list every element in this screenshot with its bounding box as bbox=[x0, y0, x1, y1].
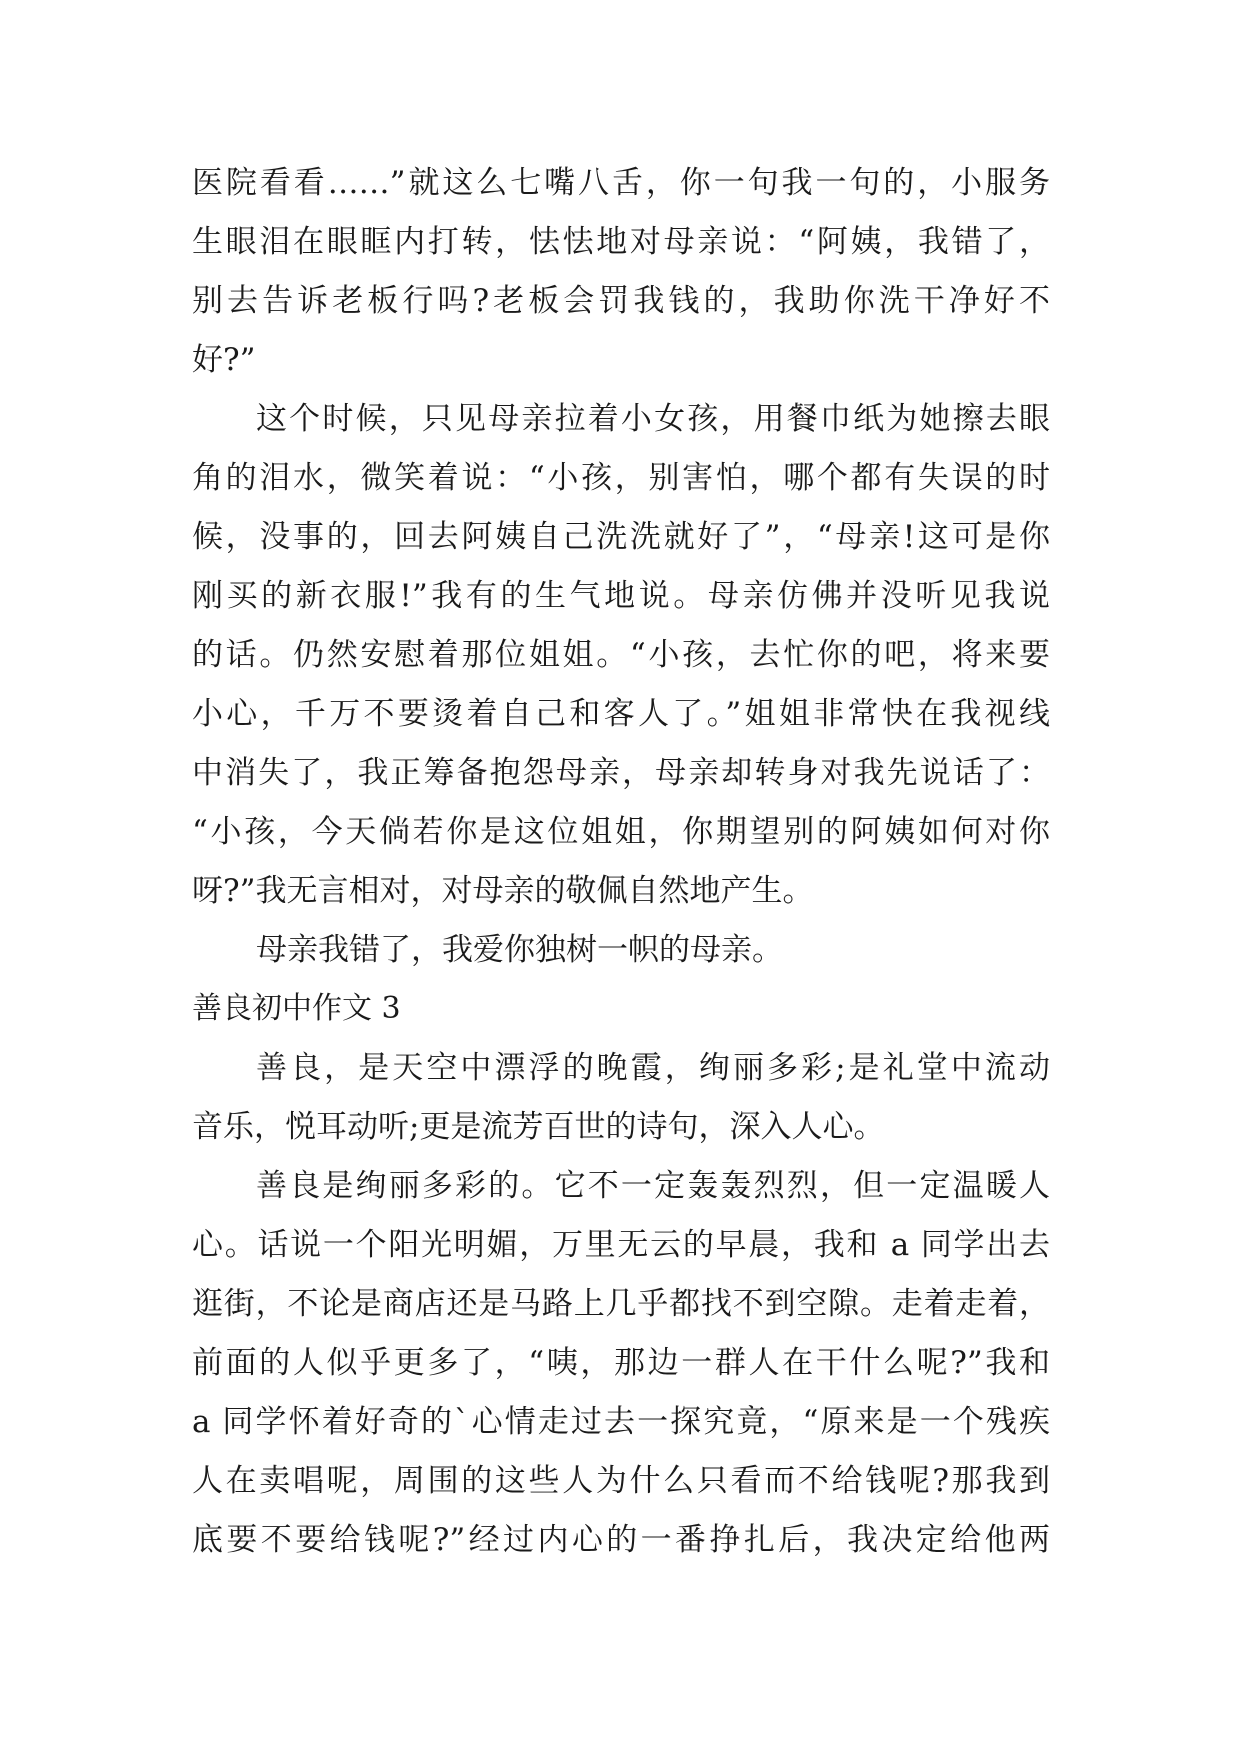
text-line: 别去告诉老板行吗?老板会罚我钱的，我助你洗干净好不 bbox=[192, 283, 1050, 319]
text-line: 医院看看……”就这么七嘴八舌，你一句我一句的，小服务 bbox=[192, 165, 1050, 201]
text-line: 底要不要给钱呢?”经过内心的一番挣扎后，我决定给他两 bbox=[192, 1522, 1050, 1558]
text-line: 好?” bbox=[192, 342, 256, 378]
text-line: a 同学怀着好奇的`心情走过去一探究竟，“原来是一个残疾 bbox=[192, 1404, 1050, 1440]
text-line: 心。话说一个阳光明媚，万里无云的早晨，我和 a 同学出去 bbox=[192, 1227, 1050, 1263]
text-line: “小孩，今天倘若你是这位姐姐，你期望别的阿姨如何对你 bbox=[192, 814, 1050, 850]
text-line: 生眼泪在眼眶内打转，怯怯地对母亲说：“阿姨，我错了， bbox=[192, 224, 1050, 260]
paragraph-first-line: 母亲我错了，我爱你独树一帜的母亲。 bbox=[256, 932, 783, 968]
section-heading: 善良初中作文 3 bbox=[192, 991, 401, 1026]
text-line: 逛街，不论是商店还是马路上几乎都找不到空隙。走着走着， bbox=[192, 1286, 1050, 1322]
text-line: 刚买的新衣服!”我有的生气地说。母亲仿佛并没听见我说 bbox=[192, 578, 1050, 614]
text-line: 人在卖唱呢，周围的这些人为什么只看而不给钱呢?那我到 bbox=[192, 1463, 1050, 1499]
text-line: 候，没事的，回去阿姨自己洗洗就好了”，“母亲!这可是你 bbox=[192, 519, 1050, 555]
text-line: 前面的人似乎更多了，“咦，那边一群人在干什么呢?”我和 bbox=[192, 1345, 1050, 1381]
paragraph-first-line: 善良是绚丽多彩的。它不一定轰轰烈烈，但一定温暖人 bbox=[256, 1168, 1050, 1204]
paragraph-first-line: 这个时候，只见母亲拉着小女孩，用餐巾纸为她擦去眼 bbox=[256, 401, 1050, 437]
text-line: 的话。仍然安慰着那位姐姐。“小孩，去忙你的吧，将来要 bbox=[192, 637, 1050, 673]
text-line: 角的泪水，微笑着说：“小孩，别害怕，哪个都有失误的时 bbox=[192, 460, 1050, 496]
text-line: 中消失了，我正筹备抱怨母亲，母亲却转身对我先说话了： bbox=[192, 755, 1050, 791]
text-line: 音乐，悦耳动听;更是流芳百世的诗句，深入人心。 bbox=[192, 1109, 885, 1145]
text-line: 小心，千万不要烫着自己和客人了。”姐姐非常快在我视线 bbox=[192, 696, 1050, 732]
paragraph-first-line: 善良，是天空中漂浮的晚霞，绚丽多彩;是礼堂中流动 bbox=[256, 1050, 1050, 1086]
text-line: 呀?”我无言相对，对母亲的敬佩自然地产生。 bbox=[192, 873, 814, 909]
